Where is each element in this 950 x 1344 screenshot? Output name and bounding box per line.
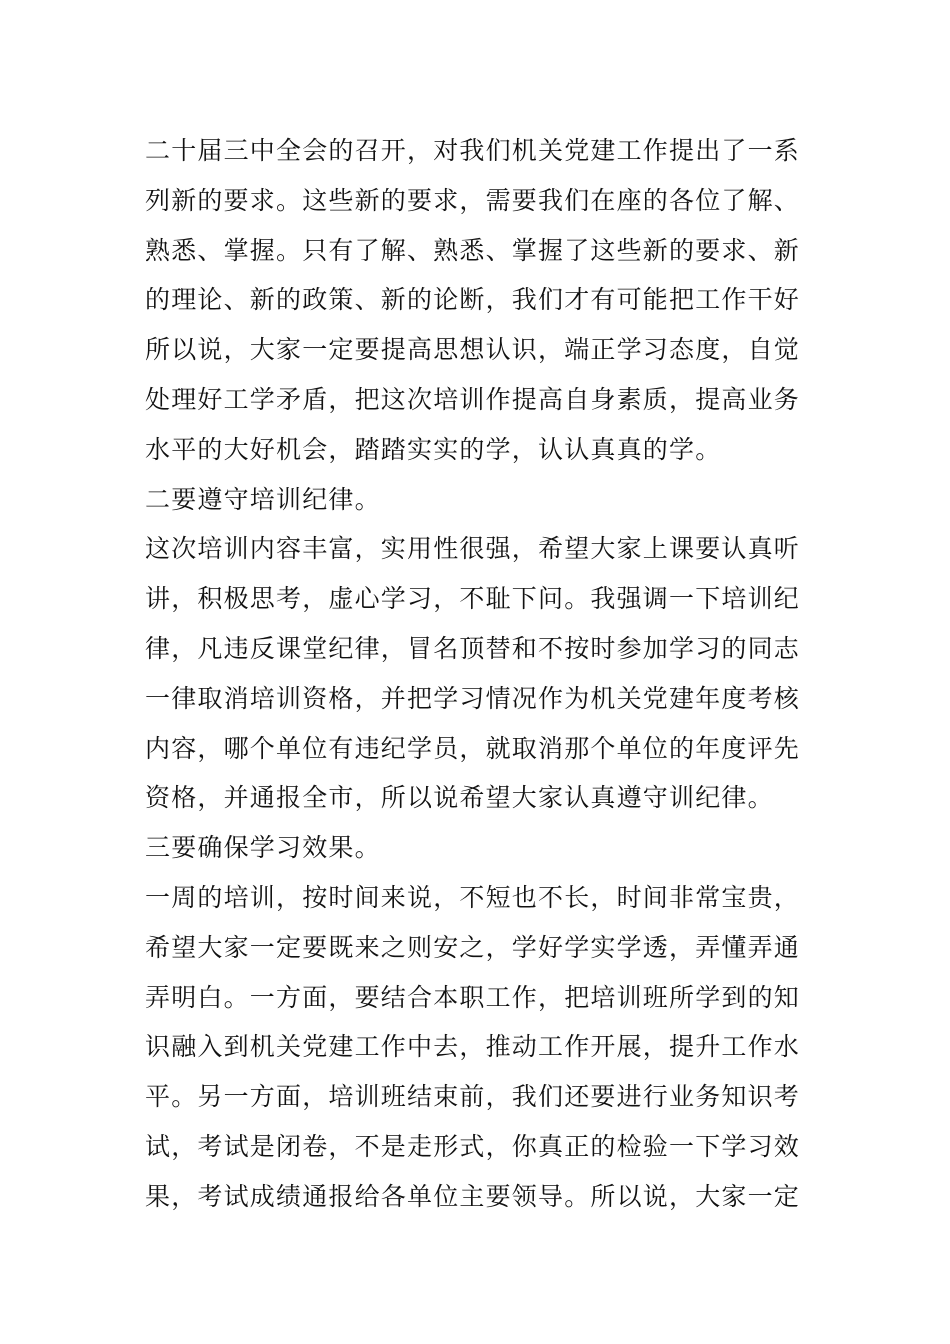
text-line: 一律取消培训资格，并把学习情况作为机关党建年度考核 <box>145 683 801 713</box>
text-line: 内容，哪个单位有违纪学员，就取消那个单位的年度评先 <box>145 733 801 763</box>
text-line: 二十届三中全会的召开，对我们机关党建工作提出了一系 <box>145 136 801 165</box>
section-heading: 二要遵守培训纪律。 <box>145 484 381 514</box>
text-line: 律，凡违反课堂纪律，冒名顶替和不按时参加学习的同志 <box>145 633 801 663</box>
text-line: 果，考试成绩通报给各单位主要领导。所以说，大家一定 <box>145 1181 801 1211</box>
text-line: 试，考试是闭卷，不是走形式，你真正的检验一下学习效 <box>145 1131 801 1161</box>
text-line: 平。另一方面，培训班结束前，我们还要进行业务知识考 <box>145 1082 801 1112</box>
section-heading: 三要确保学习效果。 <box>145 833 381 863</box>
text-line: 弄明白。一方面，要结合本职工作，把培训班所学到的知 <box>145 982 801 1012</box>
text-line: 的理论、新的政策、新的论断，我们才有可能把工作干好 <box>145 285 801 315</box>
text-line: 所以说，大家一定要提高思想认识，端正学习态度，自觉 <box>145 335 801 365</box>
body-text <box>145 126 825 1222</box>
text-line: 希望大家一定要既来之则安之，学好学实学透，弄懂弄通 <box>145 932 801 962</box>
text-line: 水平的大好机会，踏踏实实的学，认认真真的学。 <box>145 434 722 464</box>
text-line: 讲，积极思考，虚心学习，不耻下问。我强调一下培训纪 <box>145 584 801 614</box>
text-line: 熟悉、掌握。只有了解、熟悉、掌握了这些新的要求、新 <box>145 235 801 265</box>
text-line: 识融入到机关党建工作中去，推动工作开展，提升工作水 <box>145 1032 801 1062</box>
text-line: 列新的要求。这些新的要求，需要我们在座的各位了解、 <box>145 185 801 215</box>
text-line: 处理好工学矛盾，把这次培训作提高自身素质，提高业务 <box>145 384 801 414</box>
text-line: 这次培训内容丰富，实用性很强，希望大家上课要认真听 <box>145 534 801 564</box>
text-line: 资格，并通报全市，所以说希望大家认真遵守训纪律。 <box>145 783 774 813</box>
text-line: 一周的培训，按时间来说，不短也不长，时间非常宝贵， <box>145 882 801 912</box>
